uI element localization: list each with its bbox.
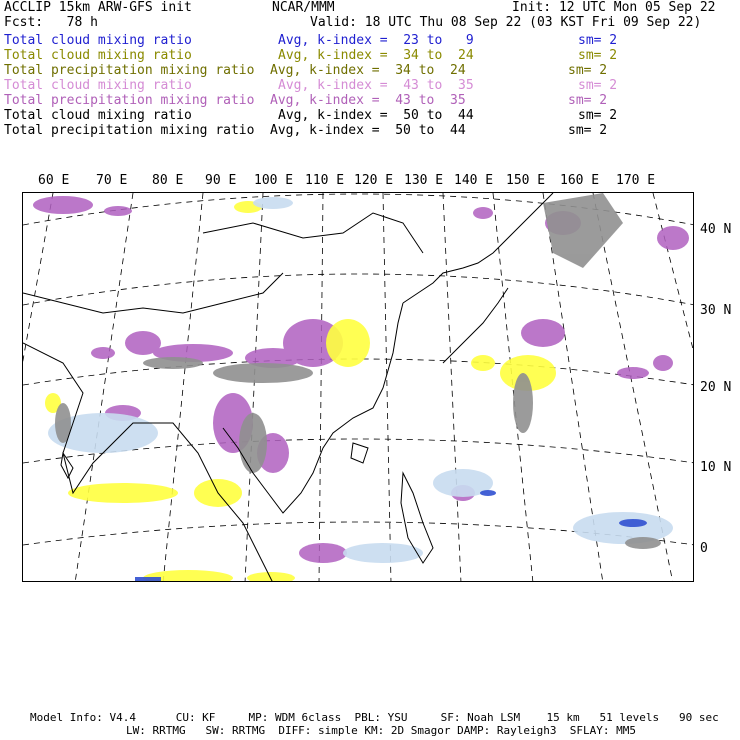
lat-label: 20 N bbox=[700, 380, 732, 395]
lat-label: 40 N bbox=[700, 222, 732, 237]
lon-label: 110 E bbox=[305, 173, 345, 188]
lon-label: 90 E bbox=[205, 173, 237, 188]
layer-name: Total precipitation mixing ratio bbox=[4, 93, 255, 108]
meridian-line bbox=[75, 193, 133, 582]
lon-label: 160 E bbox=[560, 173, 600, 188]
valid-time: Valid: 18 UTC Thu 08 Sep 22 (03 KST Fri 09 Sep 22) bbox=[310, 15, 702, 30]
lon-label: 130 E bbox=[404, 173, 444, 188]
lon-label: 100 E bbox=[254, 173, 294, 188]
meridian-line bbox=[23, 193, 53, 582]
map-svg bbox=[23, 193, 694, 582]
parallel-line bbox=[23, 274, 694, 305]
coastline bbox=[203, 213, 423, 253]
lon-label: 140 E bbox=[454, 173, 494, 188]
lon-label: 170 E bbox=[616, 173, 656, 188]
layer-name: Total cloud mixing ratio bbox=[4, 78, 192, 93]
organization-label: NCAR/MMM bbox=[272, 0, 335, 15]
meridian-line bbox=[163, 193, 203, 582]
layer-sm: sm= 2 bbox=[578, 78, 618, 93]
yellow-shading bbox=[45, 201, 556, 582]
layer-avg: Avg, k-index = 34 to 24 bbox=[270, 63, 466, 78]
lat-label: 0 bbox=[700, 541, 708, 556]
layer-name: Total cloud mixing ratio bbox=[4, 33, 192, 48]
coastlines bbox=[23, 193, 553, 582]
layer-avg: Avg, k-index = 43 to 35 bbox=[270, 93, 466, 108]
model-info-line2: LW: RRTMG SW: RRTMG DIFF: simple KM: 2D Smagor DAMP: Rayleigh3 SFLAY: MM5 bbox=[126, 724, 636, 737]
layer-name: Total precipitation mixing ratio bbox=[4, 63, 255, 78]
layer-avg: Avg, k-index = 50 to 44 bbox=[270, 123, 466, 138]
layer-avg: Avg, k-index = 50 to 44 bbox=[278, 108, 474, 123]
model-title: ACCLIP 15km ARW-GFS init bbox=[4, 0, 192, 15]
init-time: Init: 12 UTC Mon 05 Sep 22 bbox=[512, 0, 716, 15]
layer-name: Total cloud mixing ratio bbox=[4, 48, 192, 63]
lon-label: 70 E bbox=[96, 173, 128, 188]
layer-sm: sm= 2 bbox=[568, 93, 608, 108]
layer-sm: sm= 2 bbox=[578, 33, 618, 48]
layer-avg: Avg, k-index = 23 to 9 bbox=[278, 33, 474, 48]
layer-sm: sm= 2 bbox=[578, 108, 618, 123]
forecast-hour: Fcst: 78 h bbox=[4, 15, 98, 30]
layer-avg: Avg, k-index = 34 to 24 bbox=[278, 48, 474, 63]
layer-sm: sm= 2 bbox=[568, 123, 608, 138]
lon-label: 80 E bbox=[152, 173, 184, 188]
coastline bbox=[23, 273, 283, 313]
layer-sm: sm= 2 bbox=[578, 48, 618, 63]
layer-sm: sm= 2 bbox=[568, 63, 608, 78]
island-coast bbox=[351, 443, 368, 463]
lat-label: 10 N bbox=[700, 460, 732, 475]
meridian-line bbox=[319, 193, 323, 582]
map-panel bbox=[22, 192, 694, 582]
lon-label: 60 E bbox=[38, 173, 70, 188]
layer-avg: Avg, k-index = 43 to 35 bbox=[278, 78, 474, 93]
lat-label: 30 N bbox=[700, 303, 732, 318]
layer-name: Total precipitation mixing ratio bbox=[4, 123, 255, 138]
meridian-line bbox=[245, 193, 263, 582]
meridian-line bbox=[383, 193, 391, 582]
coastline bbox=[443, 288, 508, 363]
layer-name: Total cloud mixing ratio bbox=[4, 108, 192, 123]
model-info-line1: Model Info: V4.4 CU: KF MP: WDM 6class PBL: YSU SF: Noah LSM 15 km 51 levels 90 sec bbox=[30, 711, 719, 724]
lon-label: 150 E bbox=[506, 173, 546, 188]
lon-label: 120 E bbox=[354, 173, 394, 188]
